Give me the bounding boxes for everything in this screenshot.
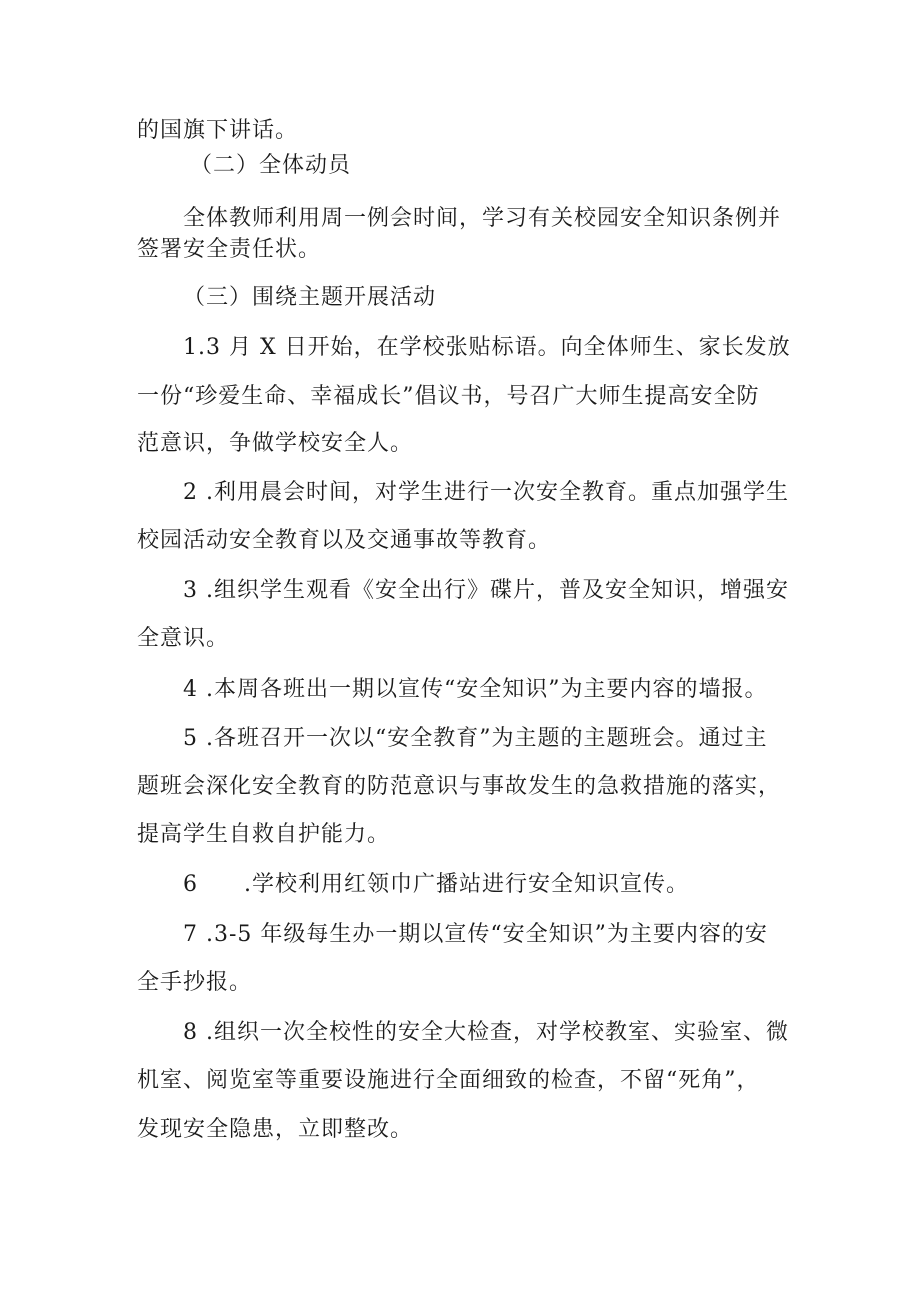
text-line: 校园活动安全教育以及交通事故等教育。 (137, 528, 552, 553)
list-item-line: 1.3 月 X 日开始，在学校张贴标语。向全体师生、家长发放 (183, 335, 791, 360)
text-line: 发现安全隐患，立即整改。 (137, 1117, 414, 1142)
list-item-line: 7 .3-5 年级每生办一期以宣传“安全知识”为主要内容的安 (183, 922, 768, 947)
text-line: 范意识，争做学校安全人。 (137, 431, 414, 456)
section-heading: （三）围绕主题开展活动 (183, 285, 437, 310)
text-line: 全意识。 (137, 626, 230, 651)
text-line: 全手抄报。 (137, 970, 253, 995)
text-line: 提高学生自救自护能力。 (137, 822, 391, 847)
list-item-line: 8 .组织一次全校性的安全大检查，对学校教室、实验室、微 (183, 1020, 789, 1045)
list-item-line: 2 .利用晨会时间，对学生进行一次安全教育。重点加强学生 (183, 480, 789, 505)
list-item-line: 3 .组织学生观看《安全出行》碟片，普及安全知识，增强安 (183, 578, 789, 603)
list-item-line: 6 .学校利用红领巾广播站进行安全知识宣传。 (183, 872, 689, 897)
list-item-line: 4 .本周各班出一期以宣传“安全知识”为主要内容的墙报。 (183, 677, 768, 702)
section-heading: （二）全体动员 (190, 153, 352, 178)
text-line: 全体教师利用周一例会时间，学习有关校园安全知识条例并 (183, 206, 782, 231)
text-line: 一份“珍爱生命、幸福成长”倡议书，号召广大师生提高安全防 (137, 384, 760, 409)
text-line: 题班会深化安全教育的防范意识与事故发生的急救措施的落实， (137, 774, 782, 799)
text-line: 机室、阅览室等重要设施进行全面细致的检查，不留“死角”， (137, 1068, 760, 1093)
list-item-line: 5 .各班召开一次以“安全教育”为主题的主题班会。通过主 (183, 726, 768, 751)
text-line: 的国旗下讲话。 (137, 118, 299, 143)
text-line: 签署安全责任状。 (137, 237, 322, 262)
